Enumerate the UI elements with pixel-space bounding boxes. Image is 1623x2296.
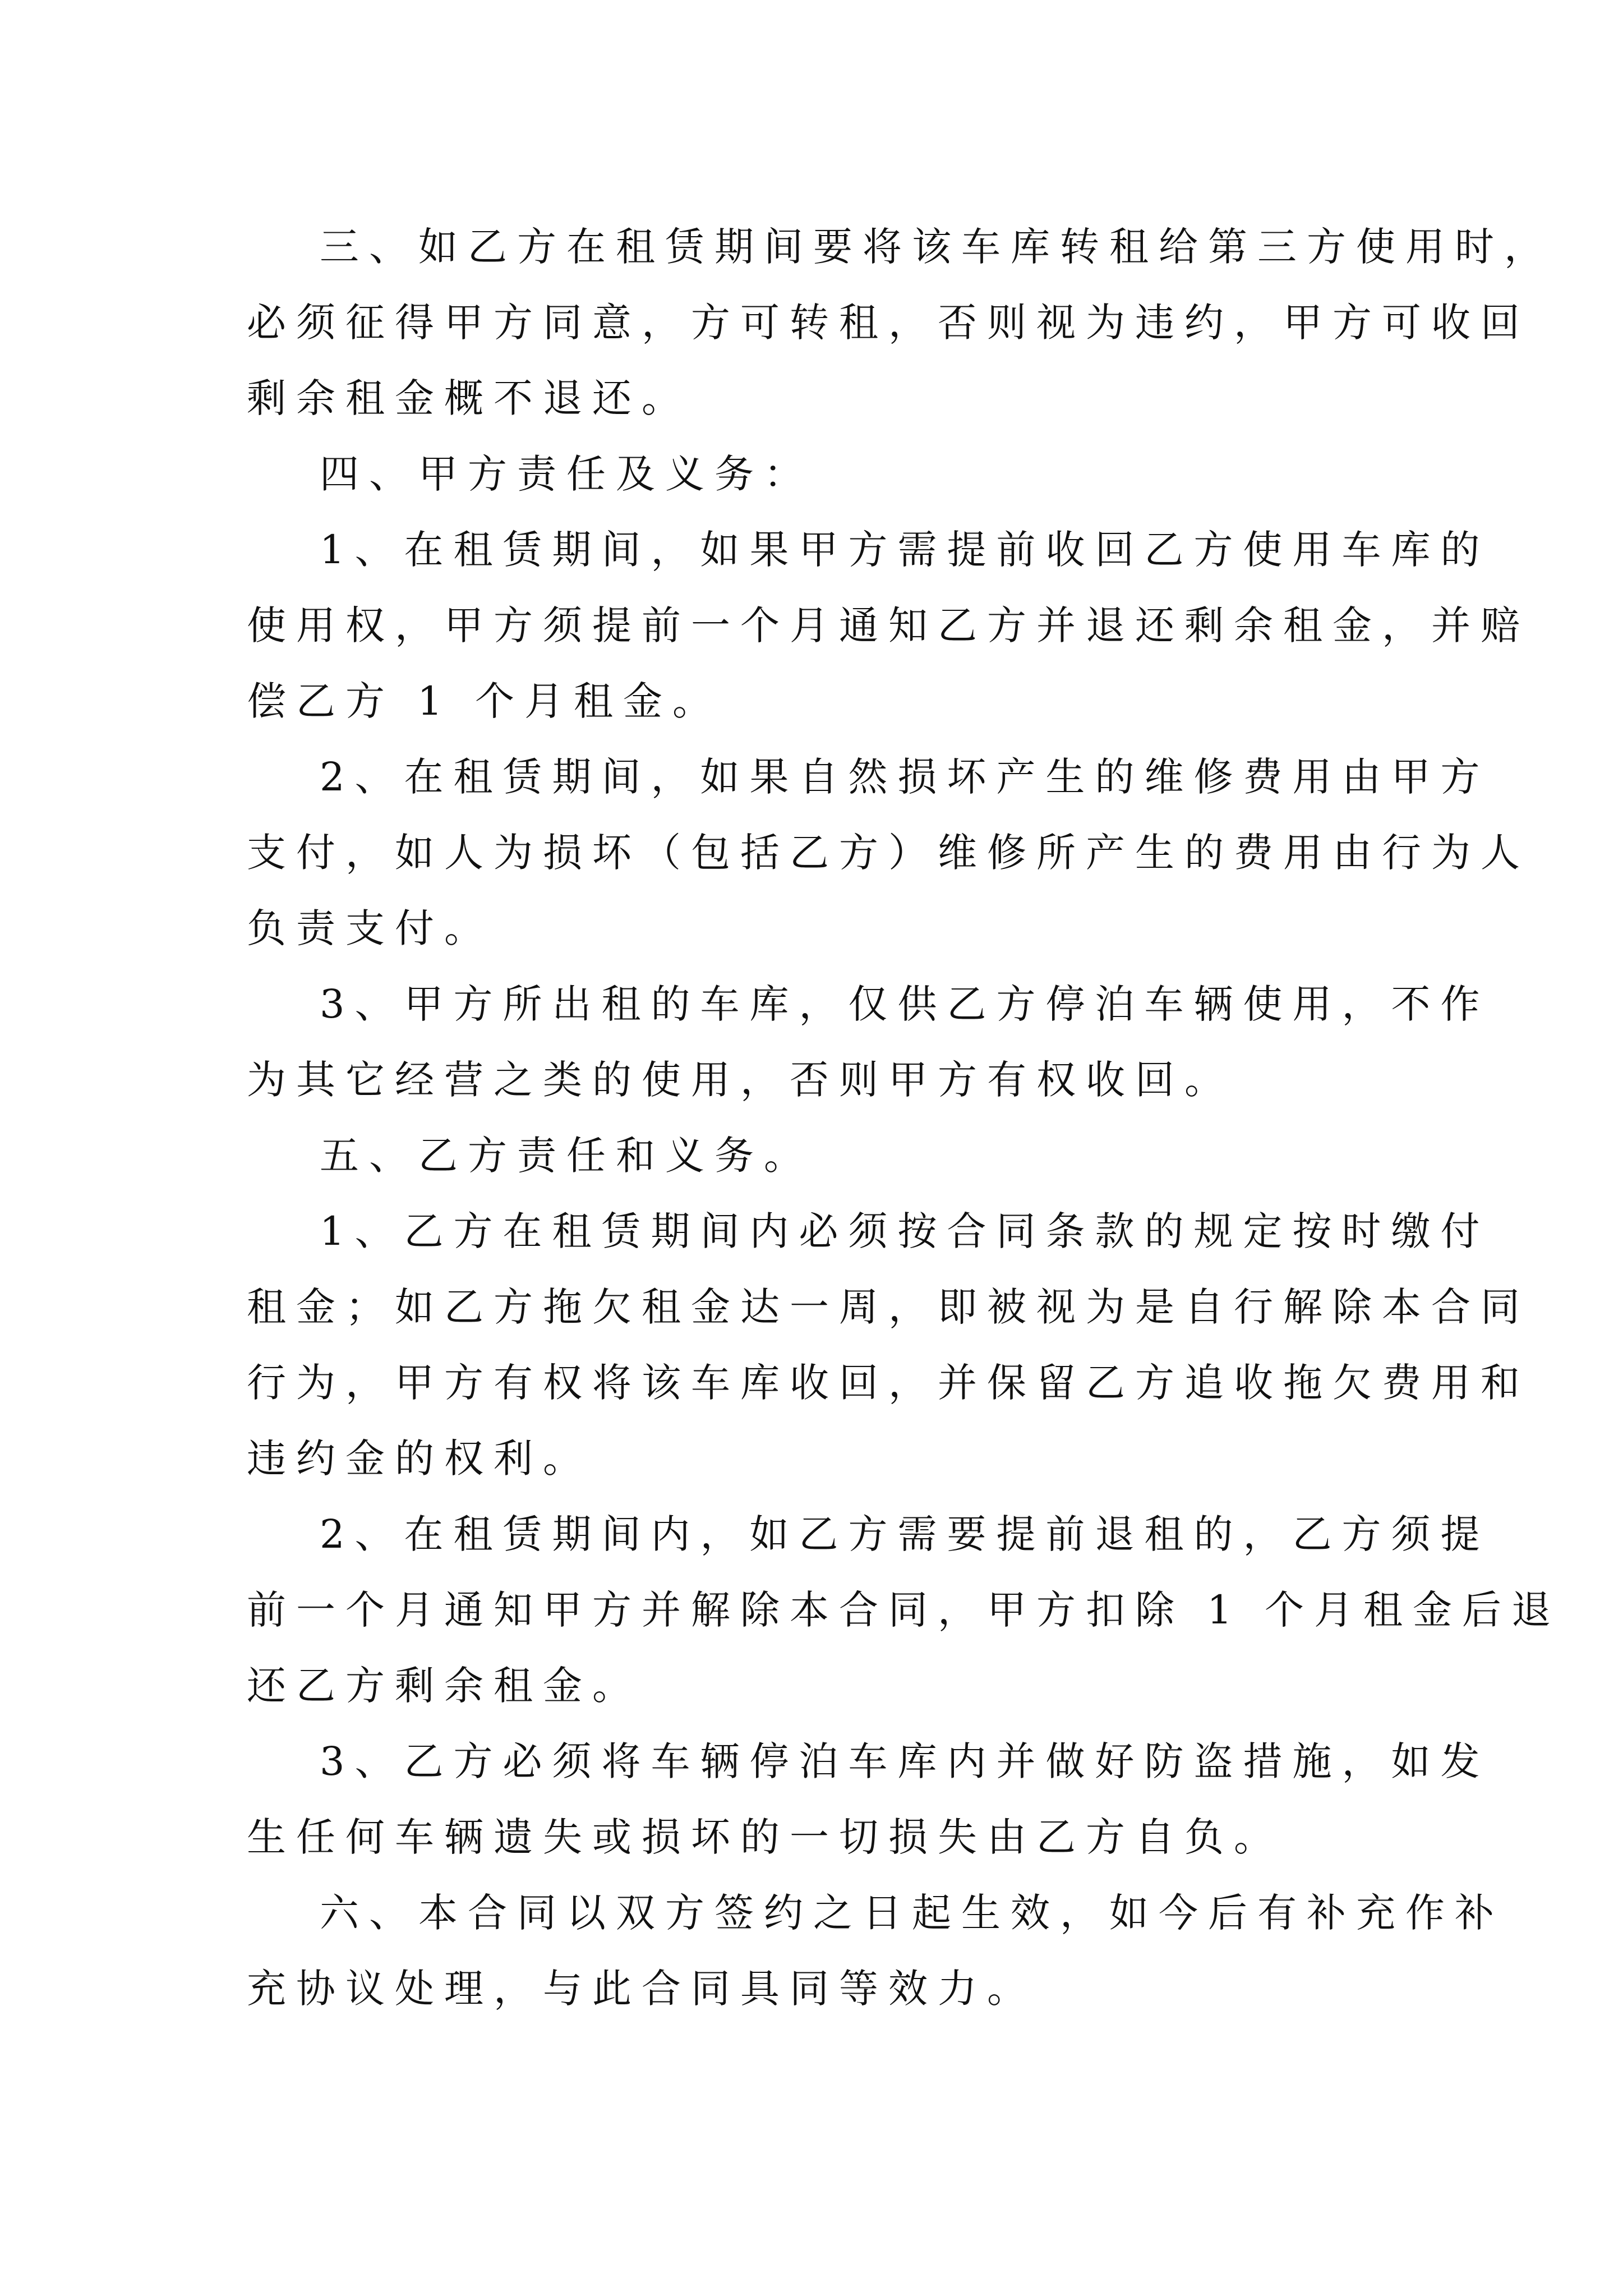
text-line: 剩余租金概不退还。 (247, 375, 691, 421)
text-line: 负责支付。 (247, 905, 494, 951)
text-line: 充协议处理，与此合同具同等效力。 (247, 1966, 1036, 2012)
text-line: 生任何车辆遗失或损坏的一切损失由乙方自负。 (247, 1814, 1283, 1860)
text-line: 3、乙方必须将车辆停泊车库内并做好防盗措施，如发 (320, 1738, 1490, 1784)
text-line: 偿乙方 1 个月租金。 (247, 678, 722, 724)
text-line: 必须征得甲方同意，方可转租，否则视为违约，甲方可收回 (247, 300, 1530, 346)
text-line: 2、在租赁期间内，如乙方需要提前退租的，乙方须提 (320, 1511, 1490, 1557)
text-line: 违约金的权利。 (247, 1435, 592, 1481)
text-line: 行为，甲方有权将该车库收回，并保留乙方追收拖欠费用和 (247, 1360, 1530, 1406)
text-line: 为其它经营之类的使用，否则甲方有权收回。 (247, 1057, 1234, 1103)
text-line: 六、本合同以双方签约之日起生效，如今后有补充作补 (320, 1890, 1504, 1936)
text-line: 租金；如乙方拖欠租金达一周，即被视为是自行解除本合同 (247, 1284, 1530, 1330)
text-line: 使用权，甲方须提前一个月通知乙方并退还剩余租金，并赔 (247, 602, 1530, 648)
text-line: 2、在租赁期间，如果自然损坏产生的维修费用由甲方 (320, 754, 1490, 800)
text-line: 三、如乙方在租赁期间要将该车库转租给第三方使用时， (320, 224, 1553, 270)
text-line: 1、乙方在租赁期间内必须按合同条款的规定按时缴付 (320, 1208, 1490, 1254)
text-line: 1、在租赁期间，如果甲方需提前收回乙方使用车库的 (320, 527, 1490, 573)
section-heading: 四、甲方责任及义务： (320, 451, 813, 497)
text-line: 支付，如人为损坏（包括乙方）维修所产生的费用由行为人 (247, 830, 1530, 876)
text-line: 还乙方剩余租金。 (247, 1663, 642, 1709)
section-heading: 五、乙方责任和义务。 (320, 1133, 813, 1179)
text-line: 3、甲方所出租的车库，仅供乙方停泊车辆使用，不作 (320, 981, 1490, 1027)
text-line: 前一个月通知甲方并解除本合同，甲方扣除 1 个月租金后退 (247, 1587, 1561, 1633)
